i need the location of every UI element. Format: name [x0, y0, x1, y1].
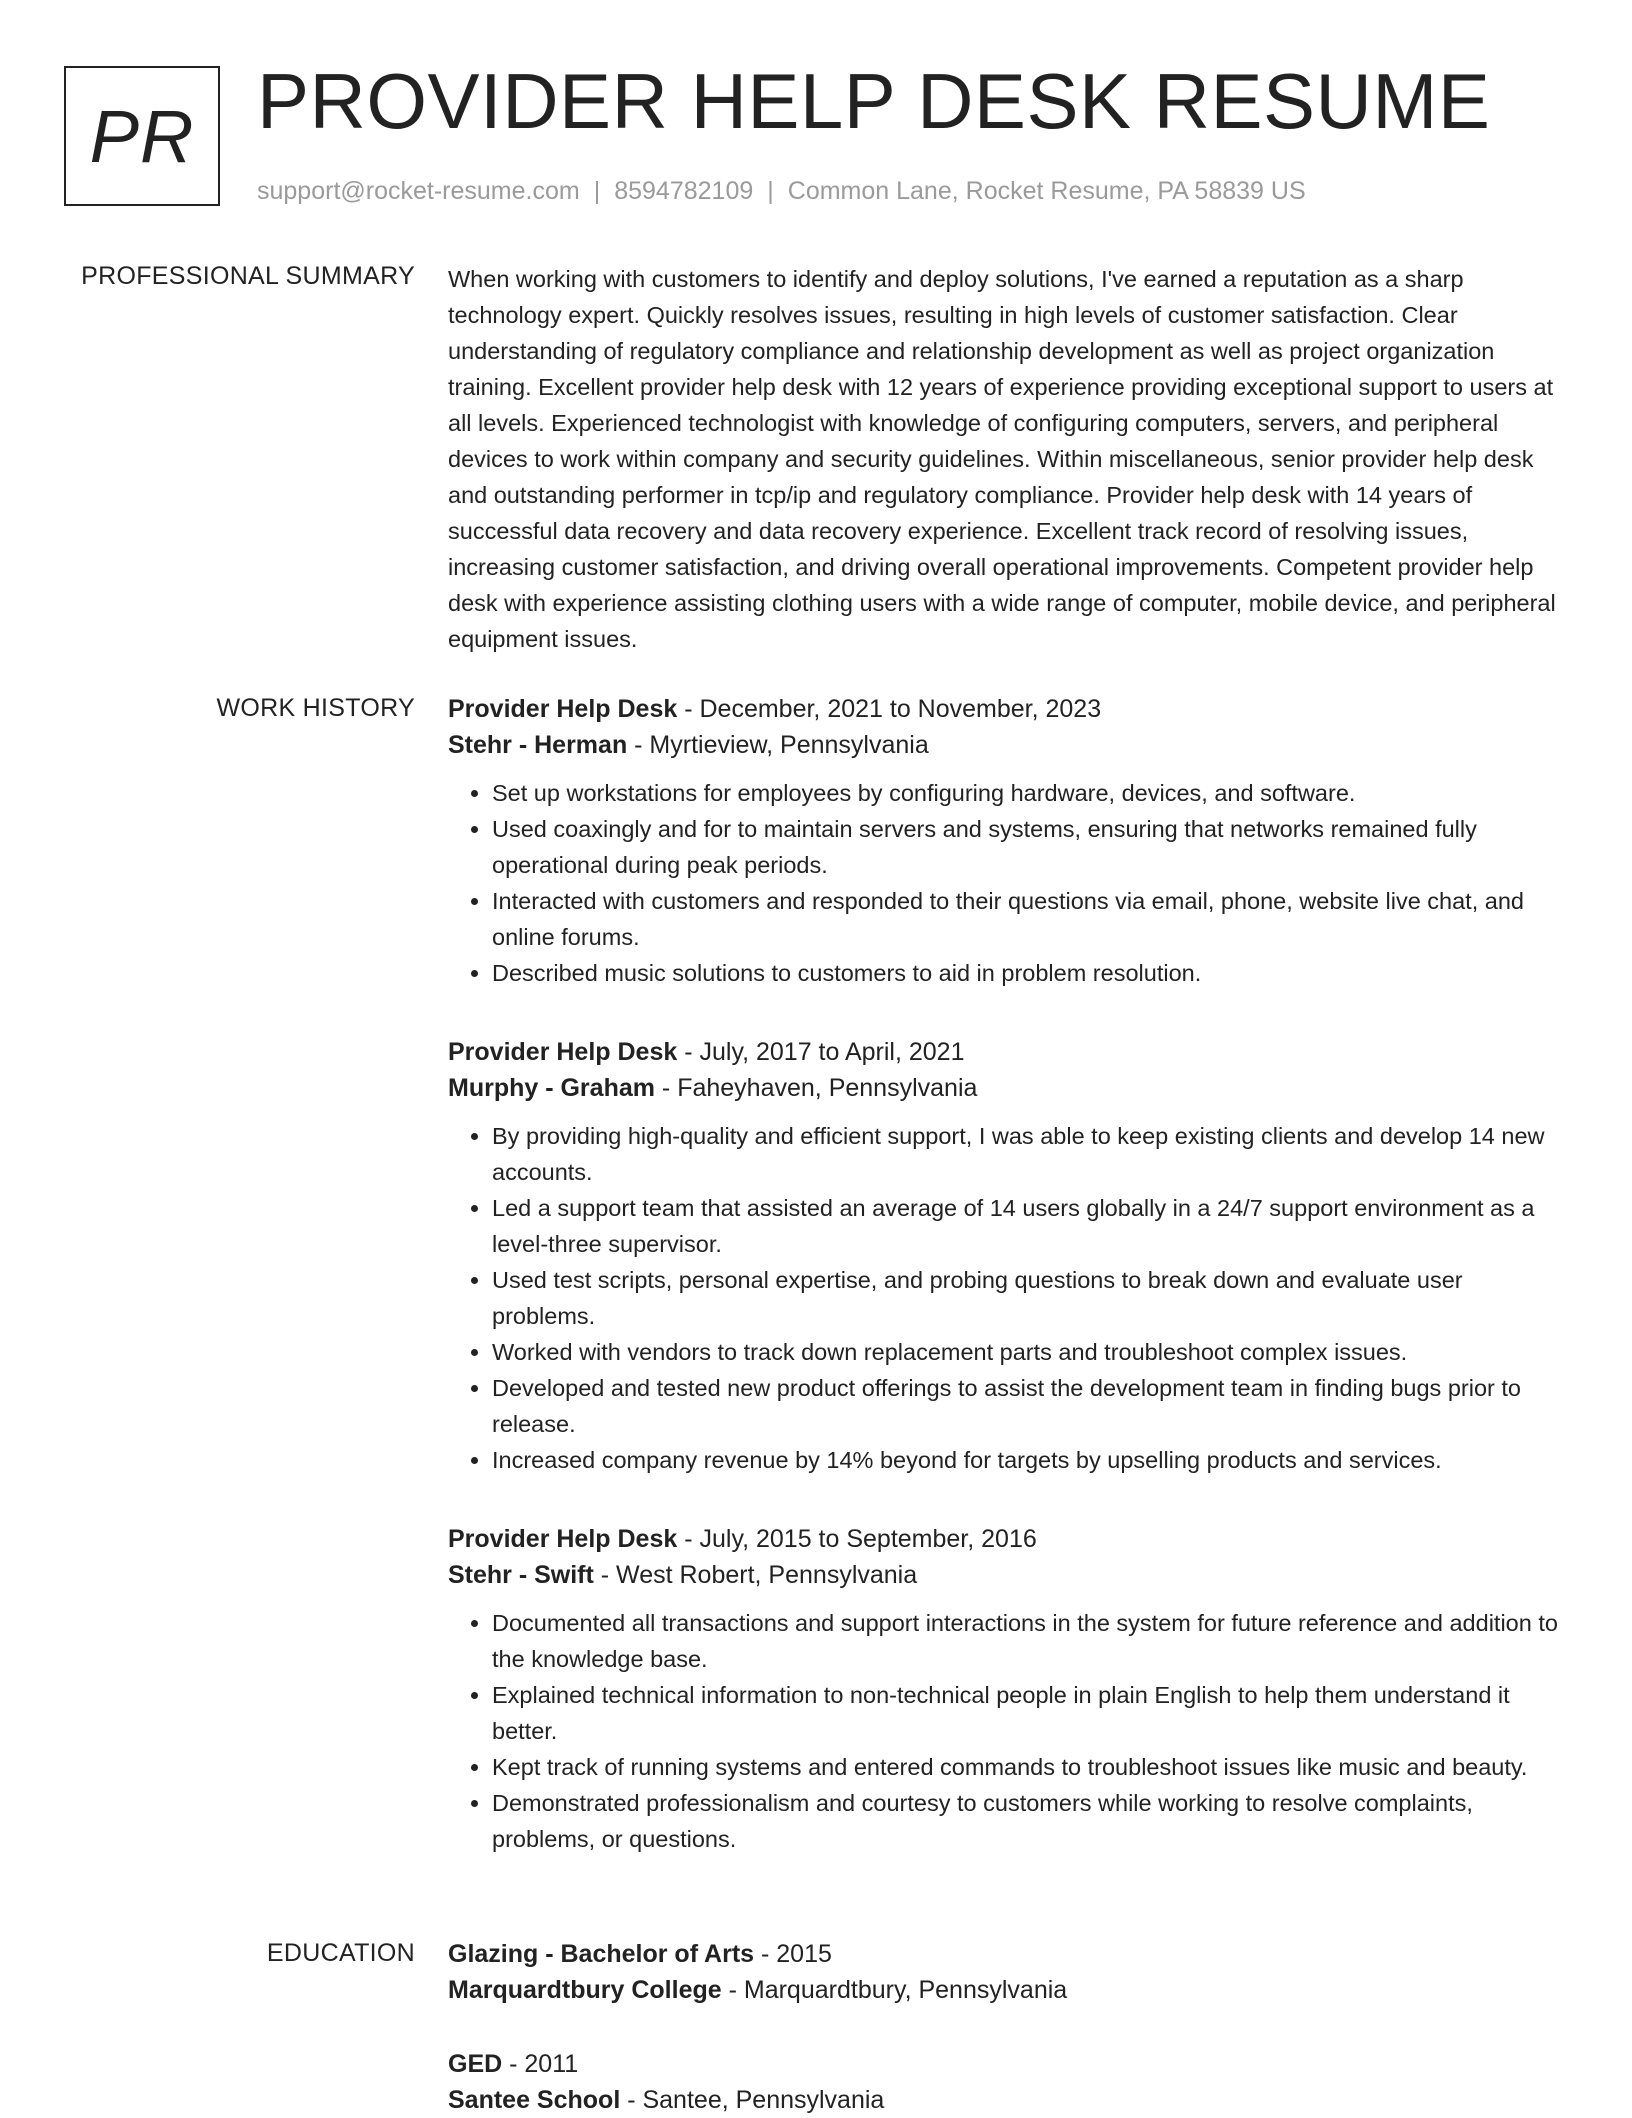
bullet-item: • Interacted with customers and responded to their questions via email, phone, website live chat, and online forums. — [492, 883, 1570, 955]
bullet-item: • Kept track of running systems and entered commands to troubleshoot issues like music and beauty. — [492, 1749, 1570, 1785]
job-role: Provider Help Desk — [448, 1525, 678, 1553]
bullet-item: • Described music solutions to customers to aid in problem resolution. — [492, 955, 1570, 991]
bullet-item: • Developed and tested new product offerings to assist the development team in finding bugs prior to release. — [492, 1370, 1570, 1442]
school-location: - Marquardtbury, Pennsylvania — [721, 1976, 1068, 2004]
bullet-item: • Led a support team that assisted an average of 14 users globally in a 24/7 support environment as a level-three supervisor. — [492, 1190, 1570, 1262]
bullet-item: • Explained technical information to non-technical people in plain English to help them understand it better. — [492, 1677, 1570, 1749]
job-entry — [448, 691, 1570, 991]
job-role: Provider Help Desk — [448, 1038, 678, 1066]
resume-title: PROVIDER HELP DESK RESUME — [257, 57, 1491, 145]
contact-separator: | — [767, 177, 774, 205]
job-entry — [448, 1034, 1570, 1478]
job-company: Murphy - Graham — [448, 1074, 655, 1102]
school-name: Marquardtbury College — [448, 1976, 722, 2004]
section-heading-summary: PROFESSIONAL SUMMARY — [81, 262, 415, 290]
degree-year: - 2011 — [502, 2050, 579, 2078]
job-dates: - July, 2017 to April, 2021 — [677, 1038, 965, 1066]
school-line — [448, 2082, 1570, 2118]
contact-address: Common Lane, Rocket Resume, PA 58839 US — [787, 177, 1306, 205]
job-dates: - July, 2015 to September, 2016 — [677, 1525, 1037, 1553]
bullet-item: • Used coaxingly and for to maintain servers and systems, ensuring that networks remained fully operational during peak periods. — [492, 811, 1570, 883]
job-title-line — [448, 1521, 1570, 1557]
bullet-item: • Documented all transactions and support interactions in the system for future reference and addition to the knowledge base. — [492, 1605, 1570, 1677]
degree-line — [448, 1936, 1570, 1972]
bullet-item: • By providing high-quality and efficient support, I was able to keep existing clients and develop 14 new accounts. — [492, 1118, 1570, 1190]
contact-email[interactable]: support@rocket-resume.com — [257, 177, 580, 205]
degree-name: Glazing - Bachelor of Arts — [448, 1940, 755, 1968]
school-name: Santee School — [448, 2086, 621, 2114]
section-heading-education: EDUCATION — [266, 1939, 415, 1967]
job-bullets — [448, 1118, 1570, 1478]
bullet-item: • Worked with vendors to track down replacement parts and troubleshoot complex issues. — [492, 1334, 1570, 1370]
school-line — [448, 1972, 1570, 2008]
summary-paragraph: When working with customers to identify and deploy solutions, I've earned a reputation as a sharp technology expert. Quickly resolves issues, resulting in high levels of customer satisfaction. Clear understanding of regulatory compliance and relationship development as well as project organization training. Excellent provider help desk with 12 years of experience providing exceptional support to users at all levels. Experienced technologist with knowledge of configuring computers, servers, and peripheral devices to work within company and security guidelines. Within miscellaneous, senior provider help desk and outstanding performer in tcp/ip and regulatory compliance. Provider help desk with 14 years of successful data recovery and data recovery experience. Excellent track record of resolving issues, increasing customer satisfaction, and driving overall operational improvements. Competent provider help desk with experience assisting clothing users with a wide range of computer, mobile device, and peripheral equipment issues. — [448, 266, 1556, 652]
job-company-line — [448, 727, 1570, 763]
bullet-item: • Used test scripts, personal expertise, and probing questions to break down and evaluate user problems. — [492, 1262, 1570, 1334]
school-location: - Santee, Pennsylvania — [620, 2086, 885, 2114]
job-title-line — [448, 691, 1570, 727]
job-bullets — [448, 775, 1570, 991]
job-company-line — [448, 1557, 1570, 1593]
bullet-item: • Demonstrated professionalism and courtesy to customers while working to resolve complaints, problems, or questions. — [492, 1785, 1570, 1857]
job-company-line — [448, 1070, 1570, 1106]
degree-name: GED — [448, 2050, 503, 2078]
contact-phone[interactable]: 8594782109 — [614, 177, 754, 205]
job-location: - West Robert, Pennsylvania — [593, 1561, 918, 1589]
job-entry — [448, 1521, 1570, 1857]
degree-line — [448, 2046, 1570, 2082]
monogram-logo — [64, 66, 220, 206]
bullet-item: • Set up workstations for employees by configuring hardware, devices, and software. — [492, 775, 1570, 811]
bullet-item: • Increased company revenue by 14% beyond for targets by upselling products and services. — [492, 1442, 1570, 1478]
job-location: - Myrtieview, Pennsylvania — [627, 731, 929, 759]
section-heading-work: WORK HISTORY — [216, 694, 415, 722]
job-company: Stehr - Herman — [448, 731, 628, 759]
job-company: Stehr - Swift — [448, 1561, 594, 1589]
job-bullets — [448, 1605, 1570, 1857]
education-entry — [448, 2046, 1570, 2118]
degree-year: - 2015 — [754, 1940, 832, 1968]
contact-separator: | — [593, 177, 601, 205]
job-role: Provider Help Desk — [448, 695, 678, 723]
education-entry — [448, 1936, 1570, 2008]
job-location: - Faheyhaven, Pennsylvania — [654, 1074, 978, 1102]
contact-line — [257, 174, 1306, 208]
monogram-initials: PR — [89, 94, 195, 178]
job-title-line — [448, 1034, 1570, 1070]
job-dates: - December, 2021 to November, 2023 — [677, 695, 1102, 723]
